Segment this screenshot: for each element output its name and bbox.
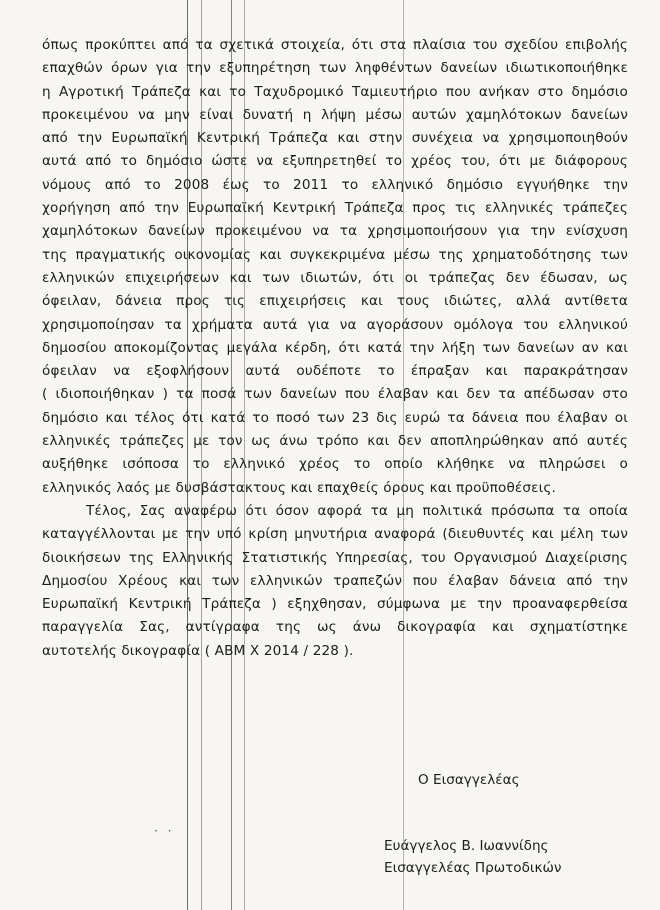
signature-role: Ο Εισαγγελέας — [418, 772, 520, 788]
signature-name: Ευάγγελος Β. Ιωαννίδης — [384, 838, 549, 854]
text-line: της πραγματικής οικονομίας και συγκεκριμένα μέσω της χρηματοδότησης των — [42, 246, 628, 263]
text-line: ελληνικές τράπεζες με τον ως άνω τρόπο και δεν αποπληρώθηκαν από αυτές — [42, 433, 628, 450]
text-line: χορήγηση από την Ευρωπαϊκή Κεντρική Τράπεζα προς τις ελληνικές τράπεζες — [42, 200, 628, 217]
text-line: αυτά από το δημόσιο ώστε να εξυπηρετηθεί το χρέος του, ότι με διάφορους — [42, 153, 628, 170]
text-line: από την Ευρωπαϊκή Κεντρική Τράπεζα και στην συνέχεια να χρησιμοποιηθούν — [42, 130, 628, 147]
text-line: διοικήσεων της Ελληνικής Στατιστικής Υπηρεσίας, του Οργανισμού Διαχείρισης — [42, 549, 628, 566]
text-line: ελληνικών επιχειρήσεων και των ιδιωτών, ότι οι τράπεζας δεν έδωσαν, ως — [42, 269, 628, 286]
text-line: όφειλαν, δάνεια προς τις επιχειρήσεις και τους ιδιώτες, αλλά αντίθετα — [42, 293, 628, 310]
text-line: χαμηλότοκων δανείων προκειμένου να τα χρησιμοποιήσουν για την ενίσχυση — [42, 223, 628, 240]
text-line: Τέλος, Σας αναφέρω ότι όσον αφορά τα μη πολιτικά πρόσωπα τα οποία — [86, 502, 628, 519]
text-line: Δημοσίου Χρέους και των ελληνικών τραπεζών που έλαβαν δάνεια από την — [42, 572, 628, 589]
text-line: αυξήθηκε ισόποσα το ελληνικό χρέος το οποίο κλήθηκε να πληρώσει ο — [42, 456, 628, 473]
text-line: η Αγροτική Τράπεζα και το Ταχυδρομικό Ταμιευτήριο που ανήκαν στο δημόσιο — [42, 83, 628, 100]
text-line: ελληνικός λαός με δυσβάστακτους και επαχθείς όρους και προϋποθέσεις. — [42, 479, 557, 496]
text-line: νόμους από το 2008 έως το 2011 το ελληνικό δημόσιο εγγυήθηκε την — [42, 176, 628, 193]
text-line: προκειμένου να μην είναι δυνατή η λήψη μέσω αυτών χαμηλότοκων δανείων — [42, 106, 628, 123]
text-line: επαχθών όρων για την εξυπηρέτηση των ληφθέντων δανείων ιδιωτικοποιήθηκε — [42, 60, 628, 77]
text-line: όπως προκύπτει από τα σχετικά στοιχεία, ότι στα πλαίσια του σχεδίου επιβολής — [42, 37, 628, 53]
margin-dots: · · — [154, 824, 175, 838]
document-body — [42, 34, 628, 663]
text-line: δημόσιο και τέλος ότι κατά το ποσό των 23 δις ευρώ τα δάνεια που έλαβαν οι — [42, 409, 628, 426]
text-line: χρησιμοποίησαν τα χρήματα αυτά για να αγοράσουν ομόλογα του ελληνικού — [42, 316, 628, 333]
text-line: ( ιδιοποιήθηκαν ) τα ποσά των δανείων που έλαβαν και δεν τα απέδωσαν στο — [42, 386, 628, 403]
text-line: αυτοτελής δικογραφία ( ΑΒΜ Χ 2014 / 228 ). — [42, 642, 354, 659]
text-line: παραγγελία Σας, αντίγραφα της ως άνω δικογραφία και σχηματίστηκε — [42, 619, 628, 636]
text-line: όφειλαν να εξοφλήσουν αυτά ουδέποτε το έπραξαν και παρακράτησαν — [42, 363, 628, 380]
text-line: Ευρωπαϊκή Κεντρική Τράπεζα ) εξηχθησαν, σύμφωνα με την προαναφερθείσα — [42, 596, 628, 613]
text-line: δημοσίου αποκομίζοντας μεγάλα κέρδη, ότι κατά την λήξη των δανείων αν και — [42, 339, 628, 356]
text-line: καταγγέλλονται με την υπό κρίση μηνυτήρια αναφορά (διευθυντές και μέλη των — [42, 526, 628, 543]
signature-title: Εισαγγελέας Πρωτοδικών — [384, 860, 562, 876]
